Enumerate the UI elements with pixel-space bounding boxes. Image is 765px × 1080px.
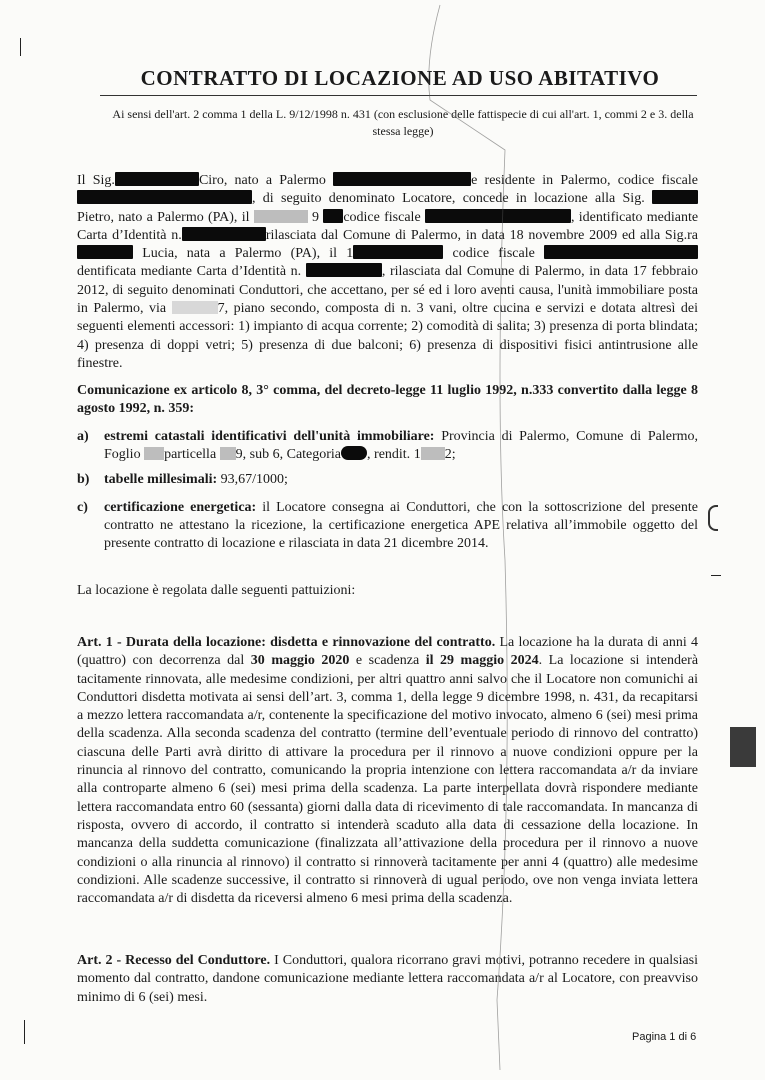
parties-text-10: Lucia, nata a Palermo (PA), il 1 <box>142 246 354 262</box>
list-item-text: , rendit. <box>367 447 411 463</box>
communication-heading: Comunicazione ex articolo 8, 3° comma, del decreto-legge 11 luglio 1992, n.333 convertito dalla legge 8 agosto 1992, n. 359: <box>77 383 698 417</box>
article-1-start-date: 30 maggio 2020 <box>250 653 350 669</box>
list-item-text: 2; <box>444 447 456 463</box>
list-item-label: estremi catastali identificativi dell'unità immobiliare: <box>104 429 435 444</box>
parties-text-8: identificato mediante Carta d’Identità n. <box>77 209 699 243</box>
clauses-intro: La locazione è regolata dalle seguenti pattuizioni: <box>77 583 356 598</box>
parties-text-2: Ciro, nato a Palermo <box>198 173 326 188</box>
article-1-text: . La locazione si intenderà tacitamente rinnovata, alle medesime condizioni, per altri quattro anni salvo che il Locatore non comunichi ai Conduttori disdetta motivata ai sensi dell’art. 3, comma 1, della legge 9 dicembre 1998, n. 431, da recapitarsi a mezzo lettera raccomandata a/r, contenente la specificazione del motivo invocato, almeno 6 (sei) mesi prima della scadenza. Alla seconda scadenza del contratto (termine dell’eventuale periodo di rinnovo del contratto) ciascuna delle Parti avrà diritto di attivare la procedura per il rinnovo a nuove condizioni oppure per la rinuncia al rinnovo del contratto, comunicando la propria intenzione con lettera raccomandata a/r da inviare alla controparte almeno 6 (sei) mesi prima della scadenza. La parte interpellata dovrà rispondere mediante lettera raccomandata entro 60 (sessanta) giorni dalla data di ricevimento di tale raccomandata. In mancanza di risposta, ovvero di accordo, il contratto si intenderà scaduto alla data di cessazione della locazione. In mancanza della suddetta comunicazione (finalizzata all’attivazione della procedura per il rinnovo a nuove condizioni o alla rinuncia al rinnovo) il contratto si rinnoverà tacitamente per anni 4 (quattro) alle medesime condizioni. Alle scadenze successive, il contratto si rinnoverà di ugual periodo, ove non venga inviata lettera raccomandata a/r di disdetta da riceversi almeno 6 mesi prima della scadenza. <box>77 653 699 907</box>
parties-text-11: codice fiscale <box>452 246 535 262</box>
article-1-heading: Art. 1 - Durata della locazione: disdetta e rinnovazione del contratto. <box>77 635 496 650</box>
parties-paragraph: Il Sig. Ciro, nato a Palermo e residente in Palermo, codice fiscale , di seguito denominato Locatore, concede in locazione alla Sig. Pietro, nato a Palermo (PA), il 9 codice fiscale , identificato mediante Carta d’Identità n. rilasciata dal Comune di Palermo, in data 18 novembre 2009 ed alla Sig.ra Lucia, nata a Palermo (PA), il 1 codice fiscale dentificata mediante Carta d’Identità n. , rilasciata dal Comune di Palermo, in data 17 febbraio 2012, di seguito denominati Conduttori, che accettano, per sé ed i loro aventi causa, l'unità immobiliare posta in Palermo, via 7, piano secondo, composta di n. 3 vani, oltre cucina e servizi e dotata altresì dei seguenti elementi accessori: 1) impianto di acqua corrente; 2) comodità di salita; 3) presenza di porta blindata; 4) presenza di doppi vetri; 5) presenza di due balconi; 6) presenza di dispositivi fisici antintrusione alle finestre. <box>77 173 699 371</box>
list-item-text: 9, sub 6, Categoria <box>235 447 342 463</box>
parties-text-4: , di seguito denominato Locatore, concede in locazione alla Sig. <box>252 191 645 207</box>
article-2-heading: Art. 2 - Recesso del Conduttore. <box>77 953 271 968</box>
list-item-text: il Locatore consegna ai Conduttori, che con la sottoscrizione del presente contratto ne attestano la ricezione, la certificazione energetica APE relativa all’immobile oggetto del presente contratto di locazione e rilasciata in data 21 dicembre 2014. <box>104 499 699 552</box>
article-1-end-date: il 29 maggio 2024 <box>425 653 539 669</box>
list-item-label: certificazione energetica: <box>104 499 257 515</box>
article-1-text: e scadenza <box>355 653 420 669</box>
parties-text-3: e residente in Palermo, codice fiscale <box>471 173 698 188</box>
list-item-letter: c) <box>77 499 88 515</box>
parties-text-5: Pietro, nato a Palermo (PA), il <box>77 209 250 225</box>
list-item-text: particella <box>164 447 217 463</box>
list-item-text: 93,67/1000; <box>220 471 288 487</box>
list-item-text: 1 <box>413 447 421 463</box>
parties-text-9: rilasciata dal Comune di Palermo, in data 18 novembre 2009 ed alla Sig.ra <box>265 227 698 243</box>
article-1-text: La locazione ha la durata di anni 4 (quattro) con decorrenza dal <box>77 635 698 669</box>
parties-text-12: dentificata mediante Carta d’Identità n. <box>77 264 302 280</box>
list-item-label: tabelle millesimali: <box>104 471 218 487</box>
page-number: Pagina 1 di 6 <box>632 1031 697 1043</box>
article-2-text: I Conduttori, qualora ricorrano gravi motivi, potranno recedere in qualsiasi momento dal contratto, dandone comunicazione mediante lettera raccomandata a/r al Locatore, con preavviso minimo di 6 (sei) mesi. <box>77 953 699 1005</box>
list-item-text: Provincia di Palermo, Comune di Palermo, Foglio <box>104 429 698 463</box>
parties-text-7: codice fiscale <box>343 209 421 225</box>
list-item-letter: a) <box>77 429 89 444</box>
parties-text-1: Il Sig. <box>77 173 115 188</box>
parties-text-6: 9 <box>312 209 320 225</box>
document-subtitle: Ai sensi dell'art. 2 comma 1 della L. 9/12/1998 n. 431 (con esclusione delle fattispecie di cui all'art. 1, commi 2 e 3. della stessa legge) <box>112 107 694 138</box>
parties-text-13: , rilasciata dal Comune di Palermo, in data 17 febbraio 2012, di seguito denominati Conduttori, che accettano, per sé ed i loro aventi causa, l'unità immobiliare posta in Palermo, via <box>77 264 699 317</box>
list-item-letter: b) <box>77 471 90 487</box>
document-title: CONTRATTO DI LOCAZIONE AD USO ABITATIVO <box>140 66 660 90</box>
parties-text-14: 7, piano secondo, composta di n. 3 vani, oltre cucina e servizi e dotata altresì dei seguenti elementi accessori: 1) impianto di acqua corrente; 2) comodità di salita; 3) presenza di porta blindata; 4) presenza di doppi vetri; 5) presenza di due balconi; 6) presenza di dispositivi fisici antintrusione alle finestre. <box>77 301 699 371</box>
